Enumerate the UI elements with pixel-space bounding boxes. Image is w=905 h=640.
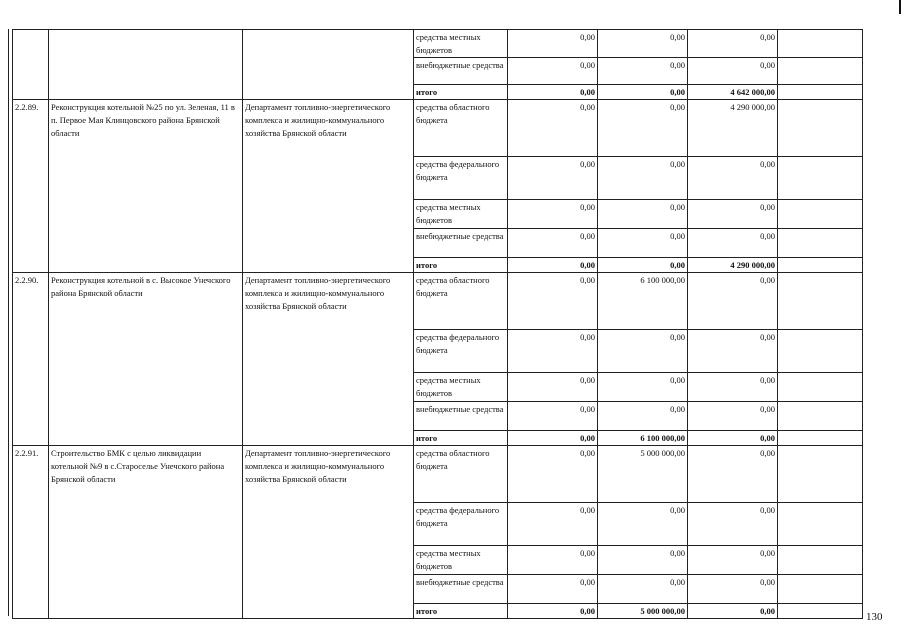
empty-cell [778,546,863,575]
funding-source-cell: средства федерального бюджета [414,330,508,373]
empty-cell [778,229,863,258]
funding-source-cell: средства местных бюджетов [414,373,508,402]
page-number: 130 [866,611,883,623]
value-cell-1: 0,00 [508,446,598,503]
value-cell-2: 0,00 [598,503,688,546]
budget-table-body [13,30,863,619]
value-cell-3: 0,00 [688,229,778,258]
value-cell-3: 4 642 000,00 [688,85,778,100]
value-cell-3: 0,00 [688,200,778,229]
value-cell-1: 0,00 [508,100,598,157]
value-cell-1: 0,00 [508,575,598,604]
value-cell-1: 0,00 [508,503,598,546]
empty-cell [778,604,863,619]
value-cell-3: 4 290 000,00 [688,258,778,273]
value-cell-2: 0,00 [598,546,688,575]
table-row [13,446,863,503]
value-cell-1: 0,00 [508,58,598,85]
value-cell-3: 4 290 000,00 [688,100,778,157]
funding-source-cell: средства местных бюджетов [414,30,508,58]
value-cell-2: 0,00 [598,58,688,85]
code-cell: 2.2.90. [13,273,49,446]
value-cell-3: 0,00 [688,503,778,546]
empty-cell [778,503,863,546]
value-cell-1: 0,00 [508,604,598,619]
value-cell-1: 0,00 [508,373,598,402]
funding-source-cell: средства местных бюджетов [414,546,508,575]
value-cell-1: 0,00 [508,229,598,258]
funding-source-cell: внебюджетные средства [414,402,508,431]
empty-cell [778,85,863,100]
empty-cell [778,402,863,431]
value-cell-2: 5 000 000,00 [598,446,688,503]
value-cell-1: 0,00 [508,402,598,431]
empty-cell [778,575,863,604]
empty-cell [778,200,863,229]
value-cell-3: 0,00 [688,402,778,431]
funding-source-cell: внебюджетные средства [414,229,508,258]
funding-source-cell: средства областного бюджета [414,273,508,330]
value-cell-3: 0,00 [688,330,778,373]
value-cell-3: 0,00 [688,157,778,200]
object-name-cell: Реконструкция котельной в с. Высокое Унечского района Брянской области [49,273,243,446]
value-cell-3: 0,00 [688,273,778,330]
table-row [13,100,863,157]
executor-cell: Департамент топливно-энергетического комплекса и жилищно-коммунального хозяйства Брянской области [243,273,414,446]
empty-cell [778,100,863,157]
value-cell-2: 6 100 000,00 [598,431,688,446]
value-cell-2: 6 100 000,00 [598,273,688,330]
value-cell-2: 0,00 [598,85,688,100]
value-cell-2: 0,00 [598,157,688,200]
funding-source-cell: итого [414,85,508,100]
executor-cell: Департамент топливно-энергетического комплекса и жилищно-коммунального хозяйства Брянской области [243,446,414,619]
value-cell-3: 0,00 [688,446,778,503]
value-cell-1: 0,00 [508,157,598,200]
value-cell-2: 0,00 [598,100,688,157]
margin-mark [899,0,901,14]
empty-cell [778,446,863,503]
value-cell-1: 0,00 [508,258,598,273]
empty-cell [778,258,863,273]
funding-source-cell: средства местных бюджетов [414,200,508,229]
value-cell-2: 0,00 [598,373,688,402]
value-cell-2: 0,00 [598,258,688,273]
value-cell-2: 0,00 [598,330,688,373]
value-cell-1: 0,00 [508,30,598,58]
value-cell-3: 0,00 [688,546,778,575]
budget-table [12,29,863,619]
funding-source-cell: итого [414,604,508,619]
value-cell-2: 0,00 [598,200,688,229]
value-cell-1: 0,00 [508,330,598,373]
empty-cell [778,30,863,58]
funding-source-cell: внебюджетные средства [414,58,508,85]
value-cell-3: 0,00 [688,604,778,619]
empty-cell [778,431,863,446]
empty-cell [778,330,863,373]
funding-source-cell: итого [414,258,508,273]
value-cell-1: 0,00 [508,85,598,100]
value-cell-2: 0,00 [598,575,688,604]
value-cell-1: 0,00 [508,546,598,575]
code-cell [13,30,49,100]
funding-source-cell: внебюджетные средства [414,575,508,604]
funding-source-cell: средства федерального бюджета [414,503,508,546]
code-cell: 2.2.89. [13,100,49,273]
object-name-cell [49,30,243,100]
value-cell-1: 0,00 [508,200,598,229]
table-row [13,273,863,330]
code-cell: 2.2.91. [13,446,49,619]
empty-cell [778,373,863,402]
value-cell-3: 0,00 [688,431,778,446]
value-cell-3: 0,00 [688,30,778,58]
object-name-cell: Строительство БМК с целью ликвидации котельной №9 в с.Староселье Унечского района Брянской области [49,446,243,619]
value-cell-2: 0,00 [598,30,688,58]
value-cell-3: 0,00 [688,575,778,604]
funding-source-cell: средства областного бюджета [414,446,508,503]
table-row [13,30,863,58]
object-name-cell: Реконструкция котельной №25 по ул. Зеленая, 11 в п. Первое Мая Клинцовского района Брянской области [49,100,243,273]
value-cell-3: 0,00 [688,58,778,85]
left-border-rule [8,29,9,616]
value-cell-2: 0,00 [598,229,688,258]
value-cell-2: 0,00 [598,402,688,431]
value-cell-1: 0,00 [508,273,598,330]
executor-cell [243,30,414,100]
executor-cell: Департамент топливно-энергетического комплекса и жилищно-коммунального хозяйства Брянской области [243,100,414,273]
value-cell-3: 0,00 [688,373,778,402]
empty-cell [778,273,863,330]
empty-cell [778,58,863,85]
value-cell-2: 5 000 000,00 [598,604,688,619]
empty-cell [778,157,863,200]
value-cell-1: 0,00 [508,431,598,446]
funding-source-cell: средства областного бюджета [414,100,508,157]
funding-source-cell: средства федерального бюджета [414,157,508,200]
funding-source-cell: итого [414,431,508,446]
